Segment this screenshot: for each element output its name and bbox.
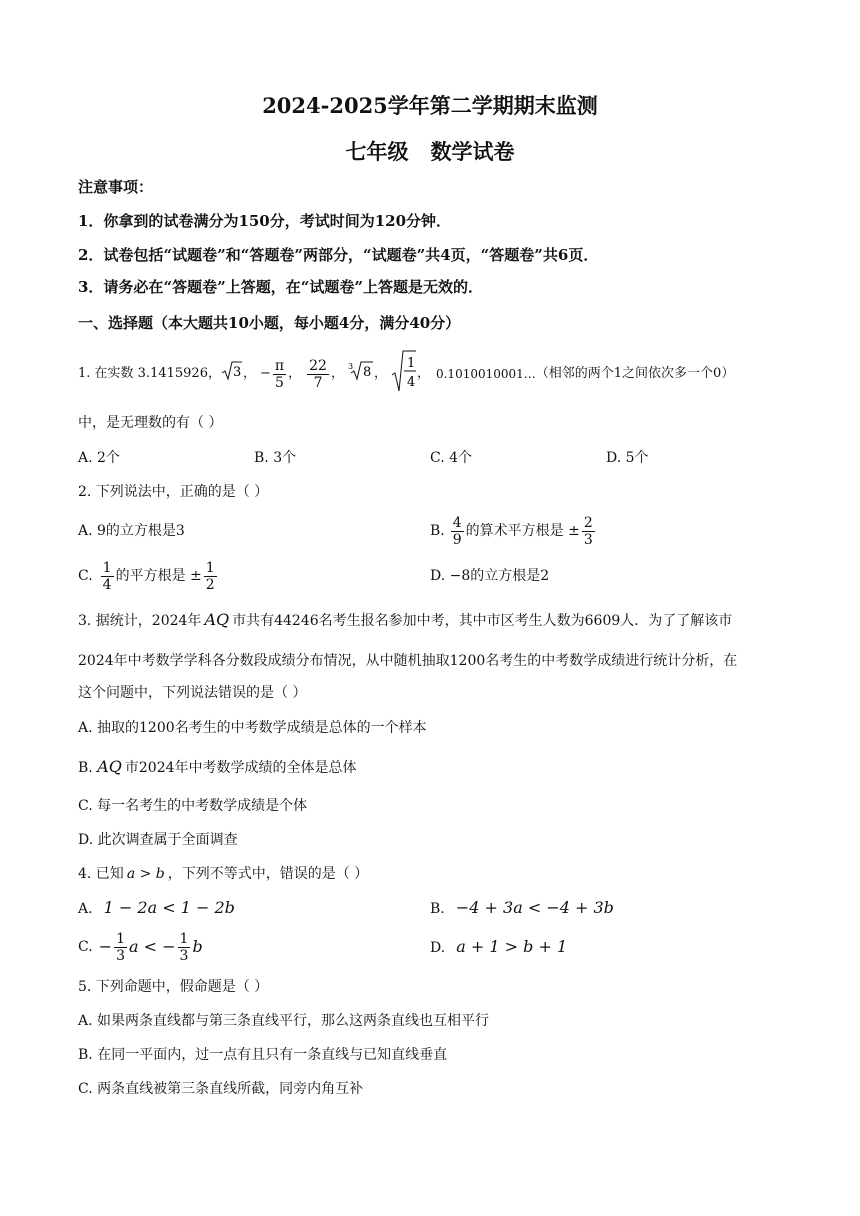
exam-subtitle <box>0 136 860 166</box>
q3-option-d: D. 此次调查属于全面调查 <box>78 832 238 848</box>
q2-b-frac <box>451 515 464 548</box>
sqrt-fraction-icon <box>391 349 417 393</box>
question-3-line1 <box>78 611 732 630</box>
q1-option-d: D. 5个 <box>606 450 649 466</box>
sq-num: 1 <box>406 356 416 371</box>
cube-root-sign-icon <box>348 360 374 382</box>
notice-item-2: 2．试卷包括“试题卷”和“答题卷”两部分，“试题卷”共4页，“答题卷”共6页． <box>78 246 599 264</box>
q5-option-b: B. 在同一平面内，过一点有且只有一条直线与已知直线垂直 <box>78 1047 448 1063</box>
question-3-line2: 2024年中考数学学科各分数段成绩分布情况，从中随机抽取1200名考生的中考数学成绩进行统计分析，在 <box>78 653 738 669</box>
q2-b-result <box>582 515 595 548</box>
q1-decimal: 0.1010010001… <box>435 367 536 381</box>
subject-label: 数学试卷 <box>430 139 515 164</box>
sqrt3-value: 3 <box>232 365 242 380</box>
q4-c-frac2 <box>178 931 191 964</box>
q2-option-c <box>78 555 219 597</box>
q1-option-c: C. 4个 <box>430 450 473 466</box>
question-2-stem: 2. 下列说法中，正确的是（ ） <box>78 484 269 500</box>
q2-c-den: 4 <box>102 576 112 593</box>
q2-c-result <box>204 560 217 593</box>
q4-option-c: C. − $\frac{1}{3}$ a < − $\frac{1}{3}$ b <box>78 930 203 964</box>
question-1-line1: 1. 在实数 3.1415926， 3 ， − $\frac{\pi}{5}$ ， $\frac{22}{7}$ ， 3 8 ， 1 4 ， 0.1010010001… （相邻的两个1之间依次多一个0） <box>78 352 734 396</box>
question-4-stem <box>78 865 368 883</box>
q1-note: （相邻的两个1之间依次多一个0） <box>535 366 735 381</box>
q4-b-expr: −4 + 3a < −4 + 3b <box>455 898 614 917</box>
q2-option-d: D. −8的立方根是2 <box>430 568 550 584</box>
q4-condition: a > b <box>126 866 165 882</box>
frac-22-7 <box>307 358 329 391</box>
q2-b-label: B. <box>430 523 445 539</box>
pi-num: π <box>274 357 285 374</box>
q2-option-b <box>430 510 597 552</box>
q2-b-text: 的算术平方根是 ± <box>465 523 580 539</box>
q2-b-rden: 3 <box>583 531 593 548</box>
q4-d-expr: a + 1 > b + 1 <box>456 937 568 956</box>
cbrt-index: 3 <box>347 362 354 371</box>
q2-c-text: 的平方根是 ± <box>115 568 202 584</box>
q4-option-d <box>430 938 567 957</box>
pi-over-5 <box>273 358 286 391</box>
q1-option-b: B. 3个 <box>254 450 297 466</box>
q2-b-num: 4 <box>452 514 462 531</box>
cbrt-value: 8 <box>362 365 372 380</box>
notice-item-3: 3．请务必在“答题卷”上答题，在“试题卷”上答题是无效的． <box>78 278 483 296</box>
q4-c-den1: 3 <box>116 947 125 964</box>
question-3-line3: 这个问题中，下列说法错误的是（ ） <box>78 685 307 701</box>
q2-b-den: 9 <box>452 531 462 548</box>
f22-den: 7 <box>313 374 323 391</box>
q4-c-den2: 3 <box>179 947 189 964</box>
pi-den: 5 <box>275 374 284 391</box>
q5-option-a: A. 如果两条直线都与第三条直线平行，那么这两条直线也互相平行 <box>78 1013 490 1029</box>
section-heading: 一、选择题（本大题共10小题，每小题4分，满分40分） <box>78 314 461 332</box>
exam-title: 2024-2025学年第二学期期末监测 <box>262 93 598 118</box>
q2-c-rden: 2 <box>205 576 215 593</box>
q4-option-a <box>78 899 235 918</box>
question-5-stem: 5. 下列命题中，假命题是（ ） <box>78 979 269 995</box>
q4-a-label: A. <box>78 901 93 917</box>
q3-option-a: A. 抽取的1200名考生的中考数学成绩是总体的一个样本 <box>78 720 427 736</box>
q3-line1-start: 3. 据统计，2024年 <box>78 613 202 629</box>
f22-num: 22 <box>309 357 327 374</box>
q4-option-b <box>430 899 614 918</box>
q4-stem-end: ，下列不等式中，错误的是（ ） <box>167 866 369 882</box>
q2-c-rnum: 1 <box>205 559 215 576</box>
q4-c-mid: a < − <box>129 937 176 956</box>
q2-c-label: C. <box>78 568 93 584</box>
q3-option-b <box>78 758 357 777</box>
notice-heading: 注意事项： <box>78 178 154 196</box>
sq-den: 4 <box>406 375 416 390</box>
q4-b-label: B. <box>430 901 445 917</box>
q4-c-label: C. <box>78 939 93 955</box>
q1-option-a: A. 2个 <box>78 450 120 466</box>
sqrt-quarter-expr <box>391 349 417 399</box>
q2-c-frac <box>101 560 114 593</box>
q2-b-rnum: 2 <box>583 514 593 531</box>
q4-c-num2: 1 <box>179 930 189 947</box>
q4-stem-start: 4. 已知 <box>78 866 124 882</box>
q4-c-num1: 1 <box>116 930 125 947</box>
q3-option-c: C. 每一名考生的中考数学成绩是个体 <box>78 798 308 814</box>
q4-c-frac1 <box>114 931 127 964</box>
sqrt-sign-icon <box>221 360 243 382</box>
question-1-line2: 中，是无理数的有（ ） <box>78 415 223 431</box>
q3-line1-end: 市共有44246名考生报名参加中考，其中市区考生人数为6609人．为了了解该市 <box>232 613 733 629</box>
q4-d-label: D. <box>430 940 446 956</box>
q3-b-text: 市2024年中考数学成绩的全体是总体 <box>124 760 357 776</box>
grade-label: 七年级 <box>345 139 409 164</box>
cbrt8-expr <box>348 360 374 388</box>
q3-b-city: AQ <box>97 757 122 776</box>
sqrt3-expr <box>221 360 243 388</box>
notice-item-1: 1．你拿到的试卷满分为150分，考试时间为120分钟． <box>78 212 452 230</box>
q3-city: AQ <box>204 610 230 629</box>
q2-c-num: 1 <box>102 559 112 576</box>
q1-prefix: 1. 在实数 3.1415926， <box>78 366 221 381</box>
q3-b-label: B. <box>78 760 98 776</box>
q4-a-expr: 1 − 2a < 1 − 2b <box>103 898 235 917</box>
q4-c-end: b <box>192 937 203 956</box>
q5-option-c: C. 两条直线被第三条直线所截，同旁内角互补 <box>78 1081 364 1097</box>
q2-option-a: A. 9的立方根是3 <box>78 523 185 539</box>
